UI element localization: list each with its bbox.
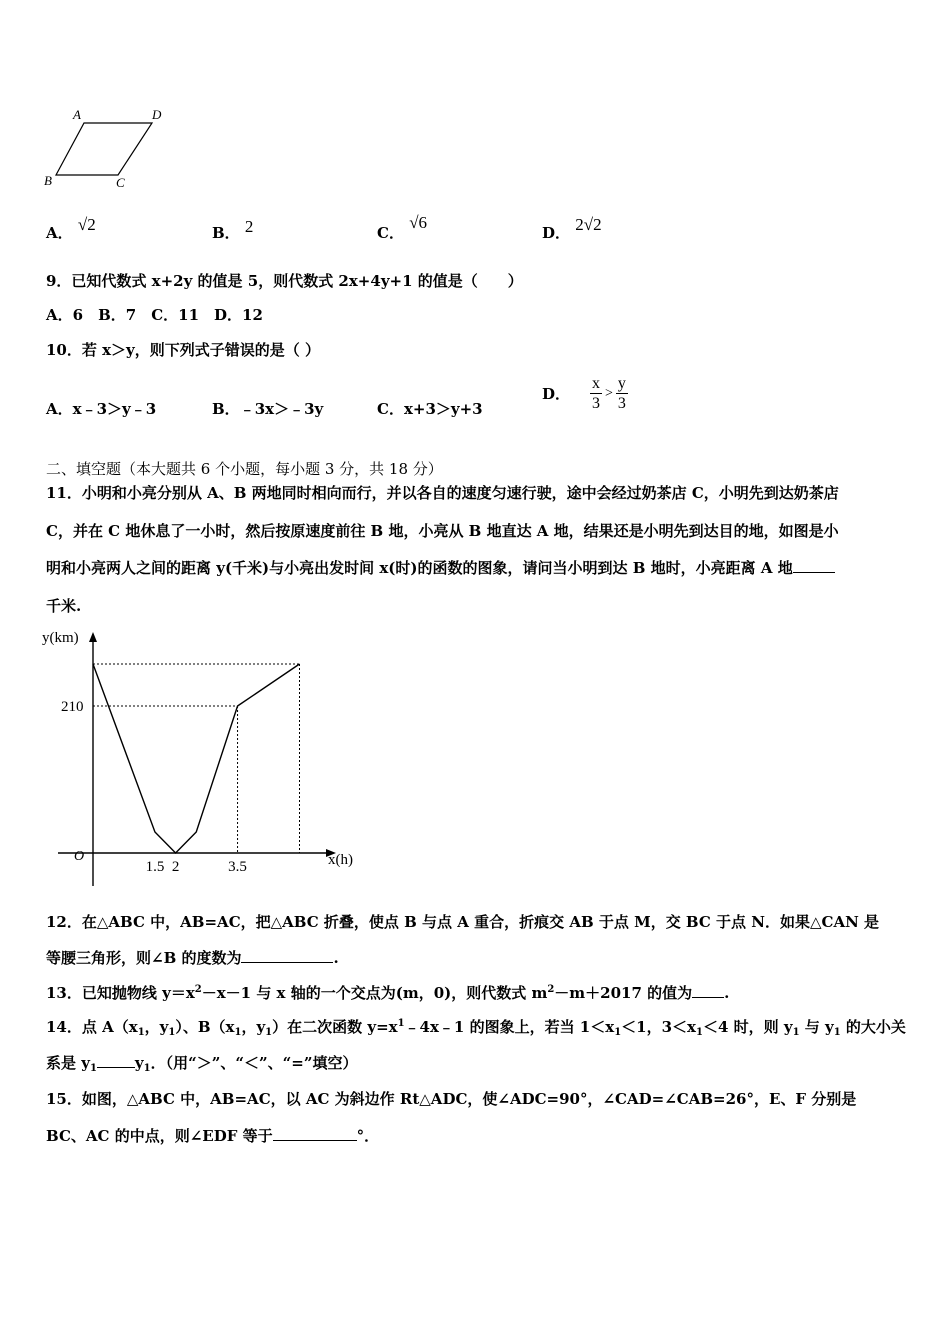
q8-option-a [46,215,96,243]
fraction-right-denominator: 3 [617,395,626,412]
q13-after: －m＋2017 的值为 [554,984,693,1002]
y-tick-label: 210 [61,699,84,715]
q8-option-b-letter: B． [212,224,240,242]
q8-option-d-letter: D． [542,224,571,242]
q14-part: ，y [144,1018,169,1036]
vertex-label-d: D [152,107,162,122]
q13-end: . [724,984,730,1002]
q14-subscript: 1 [137,1027,145,1038]
q14-line-2: 系是 $y_1$ $y_1$．（用“＞”、“＜”、“=”填空） [46,1054,358,1074]
q12-line-2 [46,947,339,968]
q10-option-c [377,398,483,419]
q14-part: ）、B（x [175,1018,235,1036]
q10-option-c-letter: C． [377,400,404,418]
q14-part: ，y [241,1018,266,1036]
answer-blank [793,558,835,573]
q8-option-a-value: √2 [77,215,96,234]
q8-option-c-letter: C． [377,224,404,242]
q13-sup-1: 2 [194,984,202,995]
q14-subscript: 1 [89,1063,97,1074]
q12-line-1: 12．在△ABC 中，AB=AC，把△ABC 折叠，使点 B 与点 A 重合，折痕交 AB 于点 M，交 BC 于点 N．如果△CAN 是 [46,913,880,931]
q11-line-3 [46,557,835,578]
x-axis-label: x(h) [328,852,353,868]
vertex-label-c: C [116,175,125,190]
q11-line-4: 千米. [46,597,82,615]
x-tick-label: 2 [171,859,180,875]
q8-option-d [542,215,602,243]
q9-stem: 9．已知代数式 x+2y 的值是 5，则代数式 2x+4y+1 的值是（ ） [46,272,523,290]
q10-option-a-text: x﹣3＞y﹣3 [72,400,157,418]
q14-subscript: 1 [792,1027,800,1038]
q14-part: 与 y [799,1018,834,1036]
q14-subscript: 1 [234,1027,242,1038]
fraction-right [616,374,628,413]
q10-option-d-letter: D． [542,385,571,403]
q8-option-c [377,213,428,243]
q14-part: 的大小关 [840,1018,906,1036]
q10-option-a [46,398,156,419]
q14-part: ）在二次函数 y=x [272,1018,398,1036]
y-axis-arrow [89,632,97,642]
q13-middle: －x－1 与 x 轴的一个交点为(m，0)，则代数式 m [201,984,548,1002]
q10-stem: 10．若 x＞y，则下列式子错误的是（ ） [46,341,320,359]
comparison-operator: > [605,385,613,401]
parallelogram-abcd [56,123,152,175]
q10-option-d [542,374,628,413]
q13-line [46,982,729,1003]
q11-line-2: C，并在 C 地休息了一小时，然后按原速度前往 B 地，小亮从 B 地直达 A 地，结果还是小明先到达目的地，如图是小 [46,522,839,540]
q14-part: ﹣4x﹣1 的图象上，若当 1＜x [404,1018,615,1036]
q14-part: ．（用“＞”、“＜”、“=”填空） [150,1054,358,1072]
q8-option-d-value: 2√2 [575,215,602,234]
fraction-right-numerator: y [617,375,626,392]
fraction-left-numerator: x [592,375,601,392]
q14-part: ＜1，3＜x [621,1018,696,1036]
q15-end: °． [356,1127,380,1145]
q15-line-2 [46,1125,379,1146]
fraction-left [590,374,602,413]
q14-subscript: 1 [696,1027,703,1038]
q14-subscript: 1 [265,1027,273,1038]
q14-subscript: 1 [143,1063,151,1074]
origin-label: O [74,849,85,864]
q14-subscript: 1 [833,1027,841,1038]
q8-option-b [212,217,254,243]
q13-sup-2: 2 [547,984,555,995]
answer-blank [241,948,333,963]
q13-before: 13．已知抛物线 y＝x [46,984,195,1002]
q11-line-3-text: 明和小亮两人之间的距离 y(千米)与小亮出发时间 x(时)的函数的图象，请问当小明到达 B 地时，小亮距离 A 地 [46,559,793,577]
q14-subscript: 1 [168,1027,176,1038]
vertex-label-a: A [73,107,81,122]
q11-line-1: 11．小明和小亮分别从 A、B 两地同时相向而行，并以各自的速度匀速行驶，途中会经过奶茶店 C，小明先到达奶茶店 [46,484,839,502]
q12-end: . [333,949,339,967]
q10-option-b [212,398,323,419]
y-axis-label: y(km) [42,630,79,646]
q12-line-2-text: 等腰三角形，则∠B 的度数为 [46,949,242,967]
q15-line-1: 15．如图，△ABC 中，AB=AC，以 AC 为斜边作 Rt△ADC，使∠ADC=90°，∠CAD=∠CAB=26°，E、F 分别是 [46,1090,857,1108]
x-tick-label: 3.5 [228,859,247,875]
parallelogram-figure [40,105,170,190]
q10-option-c-text: x+3＞y+3 [403,400,483,418]
answer-blank [692,983,724,998]
q14-subscript: 1 [614,1027,622,1038]
q14-line-1 [46,1016,906,1038]
answer-blank [273,1126,357,1141]
vertex-label-b: B [44,173,52,188]
q8-option-a-letter: A． [46,224,73,242]
q10-option-b-letter: B． [212,400,240,418]
q14-part: ＜4 时，则 y [702,1018,793,1036]
q8-option-b-value: 2 [244,217,254,236]
series-line [93,664,300,853]
section-heading: 二、填空题（本大题共 6 个小题，每小题 3 分，共 18 分） [46,460,443,478]
distance-time-graph [40,622,370,892]
q15-line-2-text: BC、AC 的中点，则∠EDF 等于 [46,1127,273,1145]
answer-blank [97,1053,135,1068]
q9-options: A．6 B．7 C．11 D．12 [46,306,263,324]
q10-option-a-letter: A． [46,400,73,418]
q14-part: 系是 y [46,1054,90,1072]
q14-superscript: 1 [397,1018,405,1029]
q8-option-c-value: √6 [409,213,428,232]
q14-part: 14．点 A（x [46,1018,138,1036]
x-tick-label: 1.5 [145,859,165,875]
q10-option-b-text: ﹣3x＞﹣3y [239,400,324,418]
fraction-left-denominator: 3 [592,395,601,412]
